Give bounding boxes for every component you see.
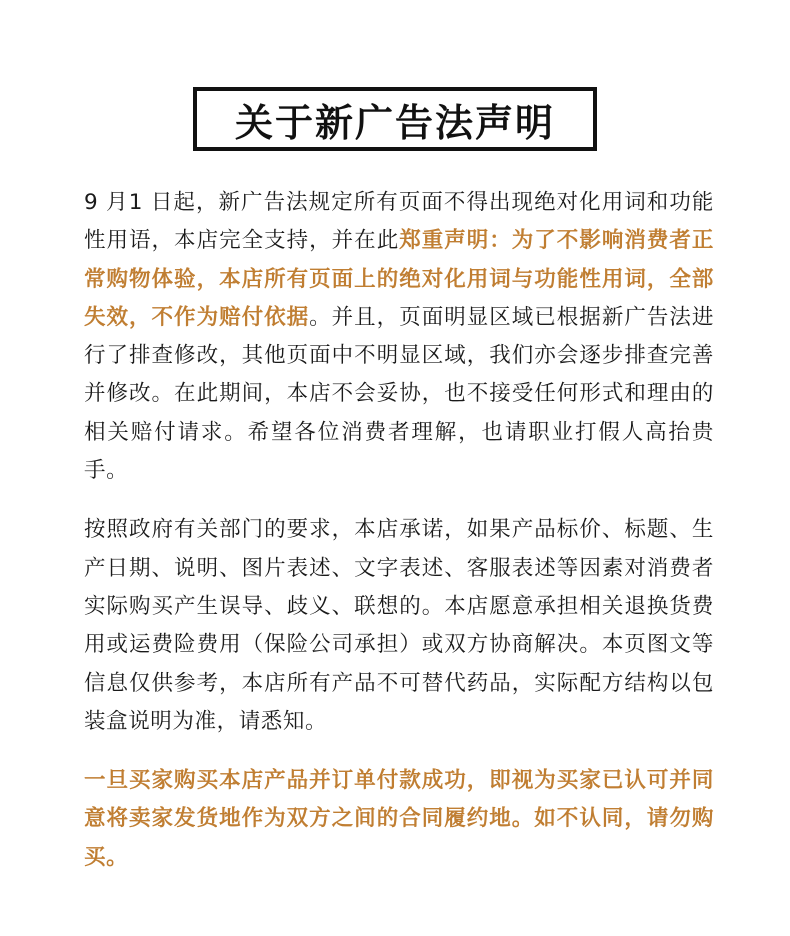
paragraph-effective-date <box>84 184 714 490</box>
page-title: 关于新广告法声明 <box>234 100 555 145</box>
paragraph-1-rest: 。并且，页面明显区域已根据新广告法进行了排查修改，其他页面中不明显区域，我们亦会逐步排查完善并修改。在此期间，本店不会妥协，也不接受任何形式和理由的相关赔付请求。希望各位消费者理解，也请职业打假人高抬贵手。 <box>84 304 714 484</box>
announcement-content <box>84 184 714 877</box>
paragraph-commitment: 按照政府有关部门的要求，本店承诺，如果产品标价、标题、生产日期、说明、图片表述、文字表述、客服表述等因素对消费者实际购买产生误导、歧义、联想的。本店愿意承担相关退换货费用或运费险费用（保险公司承担）或双方协商解决。本页图文等信息仅供参考，本店所有产品不可替代药品，实际配方结构以包装盒说明为准，请悉知。 <box>84 517 714 734</box>
paragraph-1-highlight: 郑重声明：为了不影响消费者正常购物体验，本店所有页面上的绝对化用词与功能性用词，全部失效，不作为赔付依据 <box>84 228 714 330</box>
paragraph-contract-location: 一旦买家购买本店产品并订单付款成功，即视为买家已认可并同意将卖家发货地作为双方之间的合同履约地。如不认同，请勿购买。 <box>84 768 714 870</box>
paragraph-1-intro: 9 月1 日起，新广告法规定所有页面不得出现绝对化用词和功能性用语，本店完全支持，并在此 <box>84 190 714 254</box>
title-box <box>193 87 597 151</box>
